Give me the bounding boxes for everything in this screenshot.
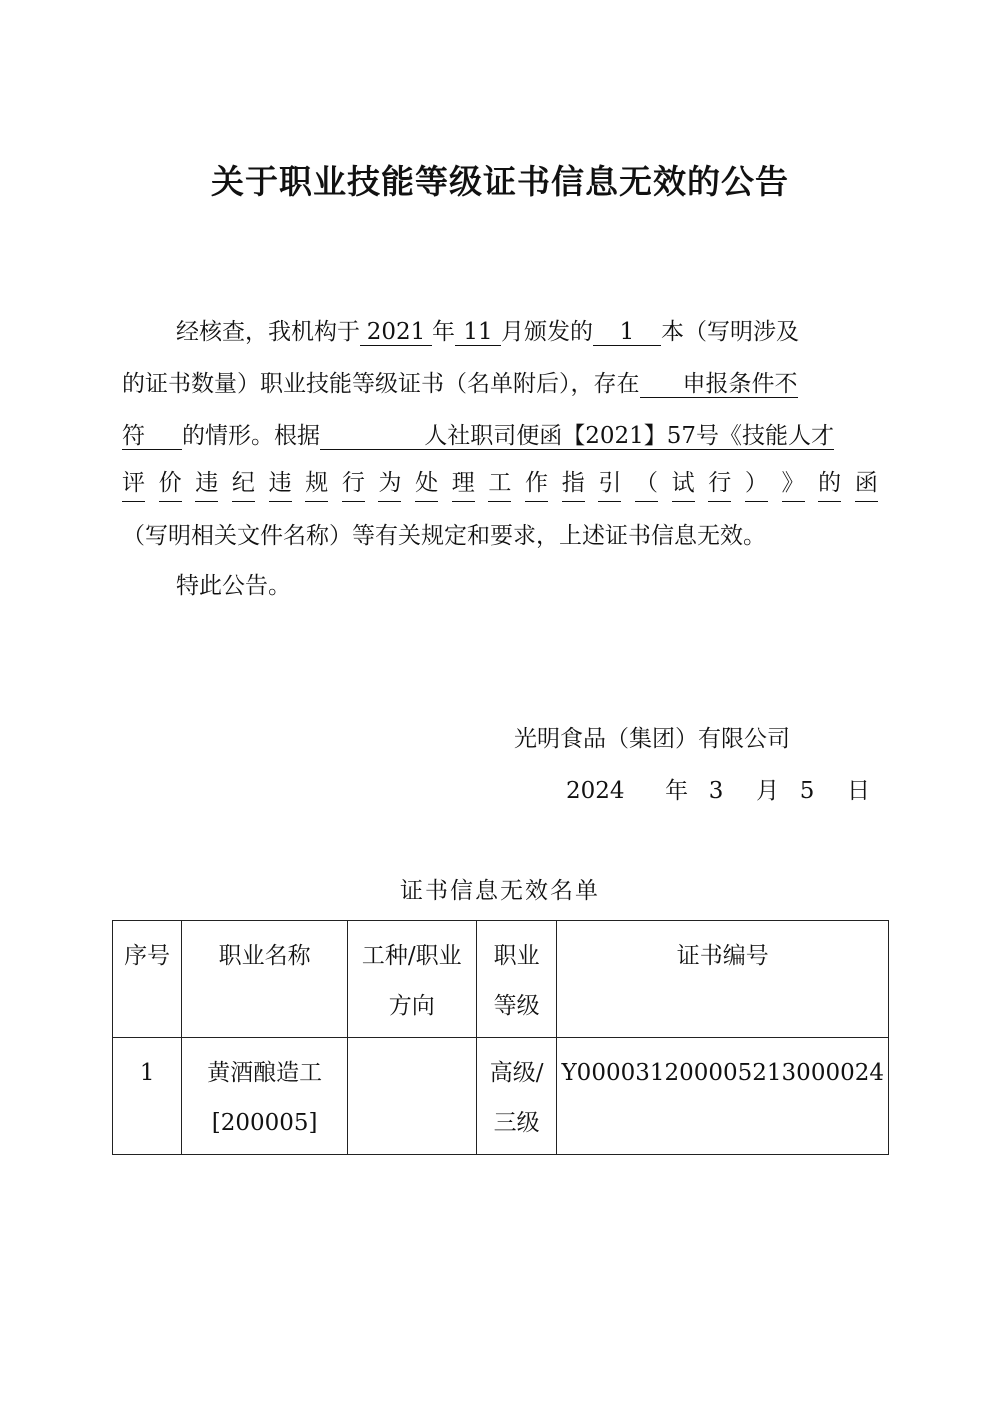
year-field: 2021 — [360, 319, 432, 346]
header-level — [476, 921, 557, 1038]
document-name-char: 价 — [159, 470, 182, 502]
invalid-certificate-table — [112, 920, 889, 1155]
body-line-2 — [122, 368, 798, 400]
cell-level-line1: 高级/ — [489, 1060, 544, 1086]
document-name-char: 行 — [708, 470, 731, 502]
date-year: 2024 — [566, 778, 625, 804]
reason-field-part1: 申报条件不 — [640, 371, 798, 398]
header-cert-no: 证书编号 — [557, 921, 889, 1038]
cell-occupation-code: [200005] — [211, 1110, 318, 1136]
table-row — [113, 1038, 889, 1155]
document-name-char: 函 — [855, 470, 878, 502]
document-title: 关于职业技能等级证书信息无效的公告 — [211, 162, 789, 201]
document-name-char: 违 — [269, 470, 292, 502]
header-level-line2: 等级 — [493, 993, 540, 1019]
document-name-char: ） — [745, 470, 768, 502]
text-segment: 的情形。根据 — [182, 423, 320, 449]
date-month-unit: 月 — [756, 778, 780, 804]
document-name-char: 引 — [598, 470, 621, 502]
date-month: 3 — [708, 778, 724, 804]
cell-occupation-name: 黄酒酿造工 — [207, 1060, 323, 1086]
body-line-1 — [176, 316, 799, 348]
header-level-line1: 职业 — [493, 943, 540, 969]
text-segment: 月颁发的 — [501, 319, 593, 345]
document-name-char: 规 — [305, 470, 328, 502]
document-name-char: 行 — [342, 470, 365, 502]
cell-level-line2: 三级 — [493, 1110, 540, 1136]
count-field: 1 — [593, 319, 661, 346]
date-day-unit: 日 — [846, 778, 870, 804]
document-name-char: 处 — [415, 470, 438, 502]
month-field: 11 — [455, 319, 501, 346]
text-segment: 本（写明涉及 — [661, 319, 799, 345]
document-name-char: 》 — [782, 470, 805, 502]
body-line-6: 特此公告。 — [176, 573, 291, 599]
document-name-char: 为 — [378, 470, 401, 502]
signature-organization: 光明食品（集团）有限公司 — [514, 726, 790, 752]
list-title: 证书信息无效名单 — [400, 878, 600, 904]
header-work-type — [347, 921, 476, 1038]
document-name-char: 纪 — [232, 470, 255, 502]
document-name-char: 理 — [452, 470, 475, 502]
date-day: 5 — [799, 778, 815, 804]
text-segment: 的证书数量）职业技能等级证书（名单附后），存在 — [122, 371, 640, 397]
header-work-type-line1: 工种/职业 — [361, 943, 462, 969]
document-name-char: 作 — [525, 470, 548, 502]
cell-occupation — [182, 1038, 348, 1155]
document-name-char: 的 — [818, 470, 841, 502]
table-header-row — [113, 921, 889, 1038]
header-seq: 序号 — [113, 921, 182, 1038]
date-year-unit: 年 — [665, 778, 689, 804]
cell-work-type — [347, 1038, 476, 1155]
document-name-char: 指 — [562, 470, 585, 502]
body-line-3 — [122, 420, 834, 452]
document-name-field-part1: 人社职司便函【2021】57号《技能人才 — [320, 423, 834, 450]
document-name-char: 工 — [488, 470, 511, 502]
header-occupation: 职业名称 — [182, 921, 348, 1038]
body-line-4 — [122, 470, 878, 502]
document-name-char: 试 — [672, 470, 695, 502]
cell-seq: 1 — [113, 1038, 182, 1155]
document-name-char: （ — [635, 470, 658, 502]
cell-cert-no: Y000031200005213000024 — [557, 1038, 889, 1155]
document-name-char: 违 — [195, 470, 218, 502]
cell-level — [476, 1038, 557, 1155]
header-work-type-line2: 方向 — [388, 993, 435, 1019]
document-name-char: 评 — [122, 470, 145, 502]
signature-date — [566, 772, 870, 805]
text-segment: 年 — [432, 319, 455, 345]
text-segment: 经核查，我机构于 — [176, 319, 360, 345]
body-line-5: （写明相关文件名称）等有关规定和要求，上述证书信息无效。 — [122, 523, 766, 549]
reason-field-part2: 符 — [122, 423, 182, 450]
